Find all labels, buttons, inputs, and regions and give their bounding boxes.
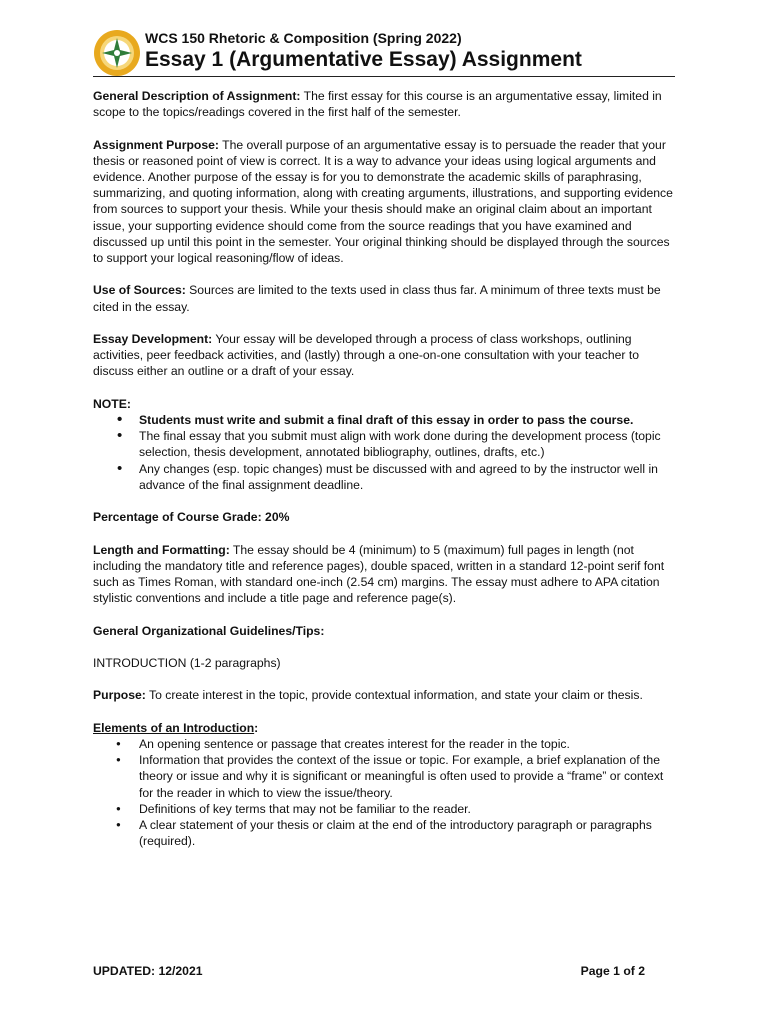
elements-heading: [93, 720, 678, 736]
document-body: [93, 88, 678, 849]
essay-development-label: Essay Development:: [93, 332, 213, 346]
list-item: ● Information that provides the context of the issue or topic. For example, a brief explanation of the theory or issue and why it is significant or meaningful is often used to provide a “frame” or context for the reader in which to view the issue/theory.: [139, 752, 678, 801]
header-divider: [93, 76, 675, 77]
length-formatting-text: The essay should be 4 (minimum) to 5 (maximum) full pages in length (not including the mandatory title and reference pages), double spaced, written in a standard 12-point serif font such as Times Roman, with standard one-inch (2.54 cm) margins. The essay must adhere to APA citation stylistic conventions and include a title page and reference page(s).: [93, 542, 665, 606]
general-description-text: The first essay for this course is an argumentative essay, limited in scope to the topics/readings covered in the first half of the semester.: [93, 89, 662, 120]
essay-development-paragraph: [93, 331, 678, 380]
course-grade-label: Percentage of Course Grade:: [93, 510, 262, 525]
elements-colon: :: [254, 720, 259, 735]
assignment-purpose-paragraph: [93, 137, 678, 267]
assignment-purpose-label: Assignment Purpose:: [93, 137, 219, 152]
page-title: Essay 1 (Argumentative Essay) Assignment: [145, 48, 582, 71]
length-formatting-paragraph: [93, 542, 678, 607]
note-list: [93, 412, 678, 493]
guidelines-heading: General Organizational Guidelines/Tips:: [93, 623, 325, 638]
elements-label: Elements of an Introduction: [93, 720, 255, 735]
list-item: • The final essay that you submit must align with work done during the development process (topic selection, thesis development, annotated bibliography, outlines, drafts, etc.): [139, 428, 678, 460]
use-of-sources-text: Sources are limited to the texts used in class thus far. A minimum of three texts must be cited in the essay.: [93, 283, 661, 314]
general-description-label: General Description of Assignment:: [93, 89, 301, 103]
length-formatting-label: Length and Formatting:: [93, 542, 230, 557]
list-item: • Any changes (esp. topic changes) must be discussed with and agreed to by the instructor well in advance of the final assignment deadline.: [139, 461, 678, 493]
essay-development-text: Your essay will be developed through a process of class workshops, outlining activities, peer feedback activities, and (lastly) through a one-on-one consultation with your teacher to discuss either an outline or a draft of your essay.: [93, 332, 640, 379]
course-grade-paragraph: [93, 509, 678, 525]
intro-purpose-paragraph: [93, 687, 678, 703]
list-item: • Students must write and submit a final draft of this essay in order to pass the course.: [139, 412, 678, 428]
elements-list: [93, 736, 678, 849]
list-item: ● Definitions of key terms that may not be familiar to the reader.: [139, 801, 678, 817]
assignment-purpose-text: The overall purpose of an argumentative essay is to persuade the reader that your thesis or reasoned point of view is correct. It is a way to advance your ideas using logical arguments and evidence. Another purpose of the essay is for you to demonstrate the academic skills of paraphrasing, summarizing, and quoting information, along with creating arguments, illustrations, and supporting evidence from sources to support your thesis. While your thesis should make an original claim about an important issue, your supporting evidence should come from the source readings that you have examined and discussed up until this point in the semester. Your original thinking should be displayed through the sources to support your logical reasoning/flow of ideas.: [93, 137, 673, 266]
updated-date: UPDATED: 12/2021: [93, 964, 203, 978]
college-logo-icon: [93, 29, 141, 77]
list-item: ● A clear statement of your thesis or claim at the end of the introductory paragraph or paragraphs (required).: [139, 817, 678, 849]
intro-purpose-text: To create interest in the topic, provide contextual information, and state your claim or thesis.: [145, 688, 643, 703]
course-grade-value: 20%: [261, 510, 290, 525]
list-item: ● An opening sentence or passage that creates interest for the reader in the topic.: [139, 736, 678, 752]
intro-purpose-label: Purpose:: [93, 688, 146, 703]
introduction-heading: INTRODUCTION (1-2 paragraphs): [93, 655, 281, 670]
use-of-sources-label: Use of Sources:: [93, 283, 186, 298]
course-title: WCS 150 Rhetoric & Composition (Spring 2022): [145, 30, 462, 46]
general-description-paragraph: [93, 88, 678, 120]
note-label: NOTE:: [93, 396, 131, 411]
use-of-sources-paragraph: [93, 282, 678, 314]
page-number: Page 1 of 2: [580, 964, 645, 978]
